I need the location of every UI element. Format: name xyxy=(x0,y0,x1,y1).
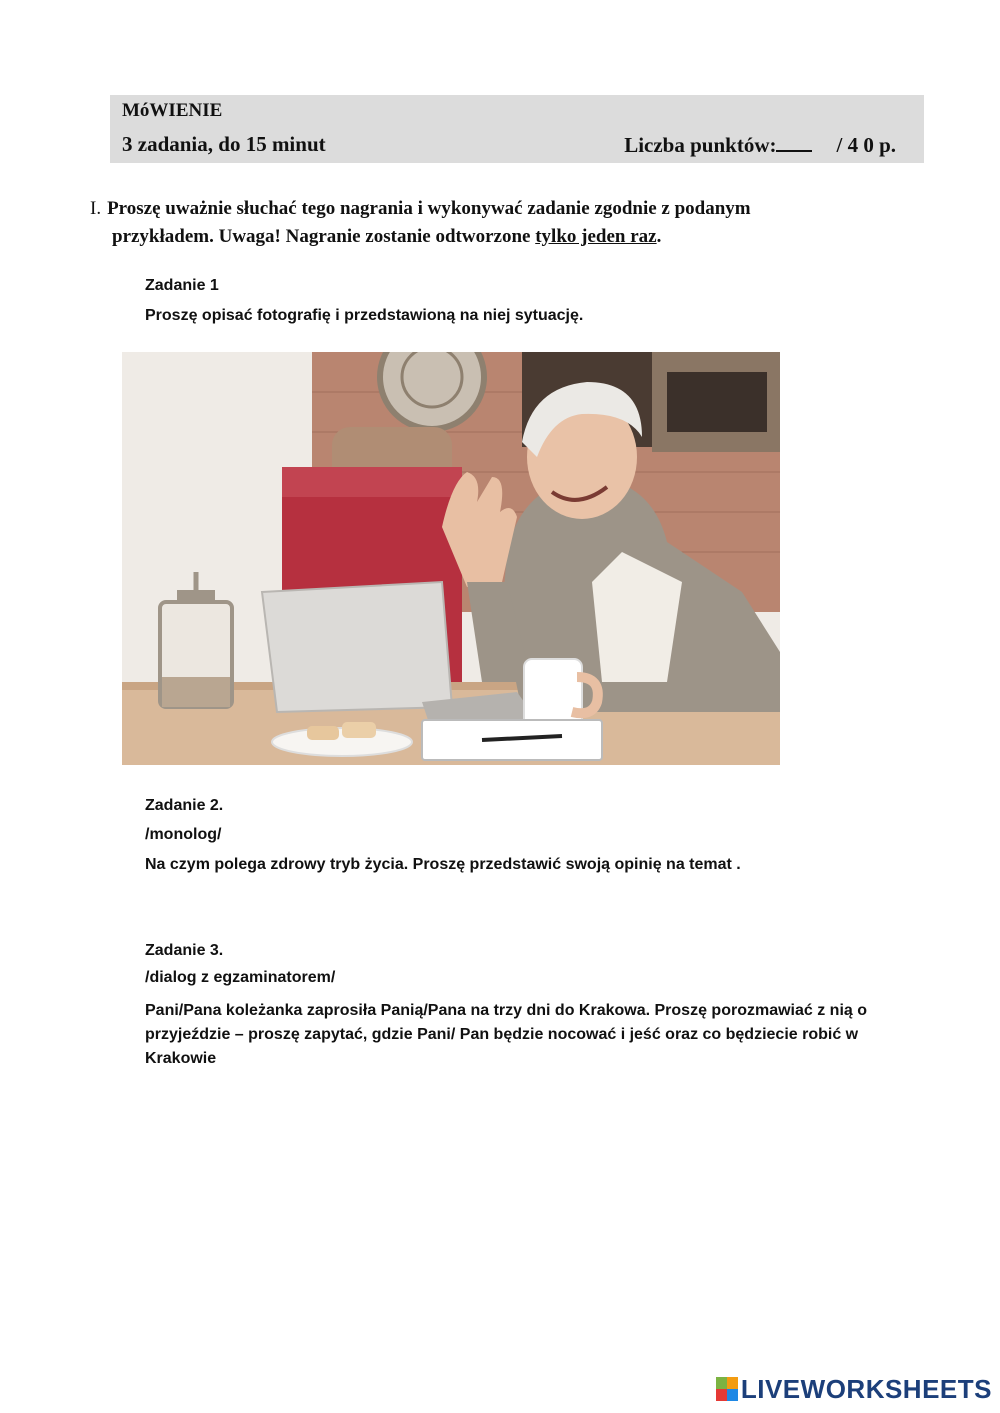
task2-type: /monolog/ xyxy=(145,826,222,843)
photo-illustration xyxy=(122,352,780,765)
points-total: / 4 0 p. xyxy=(836,133,896,157)
instruction-line-1: Proszę uważnie słuchać tego nagrania i wykonywać zadanie zgodnie z podanym xyxy=(107,198,751,219)
logo-text: LIVEWORKSHEETS xyxy=(740,1373,992,1404)
points-label: Liczba punktów: xyxy=(624,133,777,157)
listening-instruction xyxy=(90,195,850,251)
points-field xyxy=(624,132,896,158)
points-blank[interactable] xyxy=(776,132,812,152)
task3-heading: Zadanie 3. xyxy=(145,942,224,959)
section-header xyxy=(110,95,924,163)
task3-type: /dialog z egzaminatorem/ xyxy=(145,969,336,986)
logo-badge-icon xyxy=(716,1377,738,1401)
instruction-period: . xyxy=(656,226,662,247)
instruction-number: I. xyxy=(90,198,102,219)
task2-heading: Zadanie 2. xyxy=(145,797,224,814)
task1-text: Proszę opisać fotografię i przedstawioną na niej sytuację. xyxy=(145,307,584,324)
liveworksheets-logo[interactable] xyxy=(716,1375,992,1403)
task3-text: Pani/Pana koleżanka zaprosiła Panią/Pana na trzy dni do Krakowa. Proszę porozmawiać z nią o przyjeździe – proszę zapytać, gdzie Pani/ Pan będzie nocować i jeść oraz co będziecie robić w Krakowie xyxy=(145,1002,868,1067)
task1-heading: Zadanie 1 xyxy=(145,277,219,294)
section-title: MóWIENIE xyxy=(122,100,223,121)
section-subtitle: 3 zadania, do 15 minut xyxy=(122,132,326,156)
photo-woman-video-call xyxy=(122,352,780,765)
task2-text: Na czym polega zdrowy tryb życia. Proszę przedstawić swoją opinię na temat . xyxy=(145,856,741,873)
instruction-underlined: tylko jeden raz xyxy=(535,226,657,247)
instruction-line-2: przykładem. Uwaga! Nagranie zostanie odtworzone xyxy=(112,226,536,247)
